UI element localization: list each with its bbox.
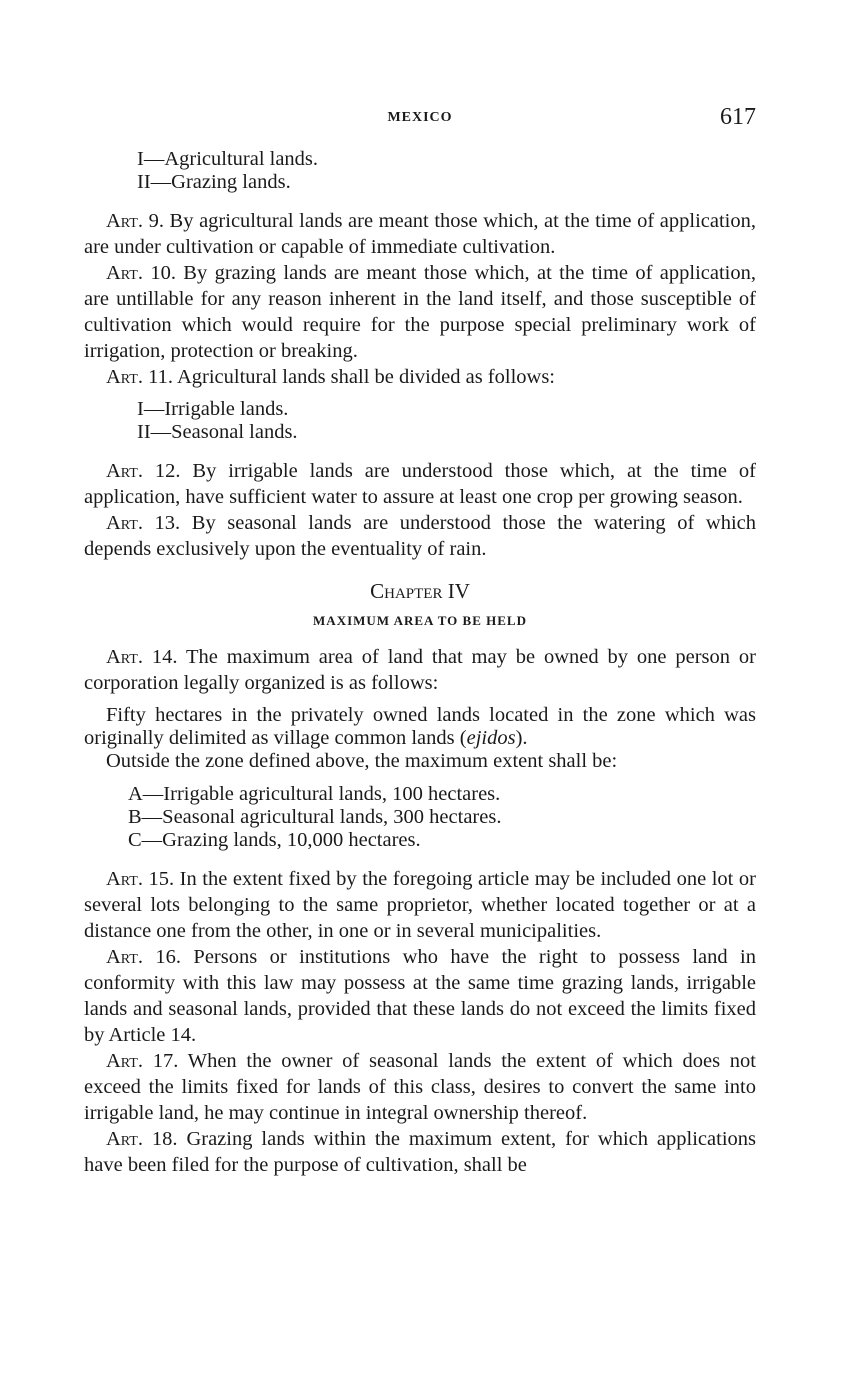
page-body	[84, 148, 756, 1178]
article-18	[84, 1126, 756, 1178]
list-item: II—Seasonal lands.	[137, 421, 298, 443]
article-label: Art. 18.	[106, 1128, 178, 1150]
article-text: By seasonal lands are understood those the watering of which depends exclusively upon the eventuality of rain.	[84, 512, 756, 560]
list-item: A—Irrigable agricultural lands, 100 hectares.	[128, 783, 501, 805]
article-label: Art. 9.	[106, 210, 164, 232]
article-14	[84, 644, 756, 696]
page-number: 617	[720, 104, 756, 130]
article-label: Art. 11.	[106, 366, 173, 388]
article-text: Agricultural lands shall be divided as follows:	[172, 366, 556, 388]
article-label: Art. 14.	[106, 646, 178, 668]
ejidos-term: ejidos	[466, 727, 516, 749]
article-text: By grazing lands are meant those which, at the time of application, are untillable for any reason inherent in the land itself, and those susceptible of cultivation which would require for the purpose special preliminary work of irrigation, protection or breaking.	[84, 262, 756, 362]
article-label: Art. 12.	[106, 460, 181, 482]
article-16	[84, 944, 756, 1048]
list-item: B—Seasonal agricultural lands, 300 hectares.	[128, 806, 502, 828]
fifty-hectares-paragraph	[84, 704, 756, 750]
article-label: Art. 16.	[106, 946, 182, 968]
article-12	[84, 458, 756, 510]
article-label: Art. 13.	[106, 512, 181, 534]
article-9	[84, 208, 756, 260]
list-item: I—Agricultural lands.	[137, 148, 319, 170]
maximum-extent-list	[84, 783, 756, 852]
article-11	[84, 364, 756, 390]
article-17	[84, 1048, 756, 1126]
list-item: II—Grazing lands.	[137, 171, 291, 193]
article-13	[84, 510, 756, 562]
article-10	[84, 260, 756, 364]
fifty-text-before: Fifty hectares in the privately owned lands located in the zone which was originally delimited as village common lands (	[84, 704, 756, 749]
article-text: By agricultural lands are meant those which, at the time of application, are under cultivation or capable of immediate cultivation.	[84, 210, 756, 258]
article-text: The maximum area of land that may be owned by one person or corporation legally organized is as follows:	[84, 646, 756, 694]
article-label: Art. 10.	[106, 262, 176, 284]
list-item: C—Grazing lands, 10,000 hectares.	[128, 829, 421, 851]
land-classes-list	[84, 148, 756, 194]
chapter-subtitle: MAXIMUM AREA TO BE HELD	[313, 613, 527, 628]
list-item: I—Irrigable lands.	[137, 398, 289, 420]
fifty-text-after: ).	[515, 727, 528, 749]
article-text: When the owner of seasonal lands the extent of which does not exceed the limits fixed for lands of this class, desires to convert the same into irrigable land, he may continue in integral ownership thereof.	[84, 1050, 757, 1124]
running-head: MEXICO	[387, 110, 453, 125]
chapter-title: Chapter IV	[370, 579, 470, 603]
article-text: Persons or institutions who have the right to possess land in conformity with this law may possess at the same time grazing lands, irrigable lands and seasonal lands, provided that these lands do not exceed the limits fixed by Article 14.	[84, 946, 756, 1046]
outside-zone-paragraph: Outside the zone defined above, the maximum extent shall be:	[106, 750, 618, 772]
article-text: By irrigable lands are understood those which, at the time of application, have sufficient water to assure at least one crop per growing season.	[84, 460, 757, 508]
article-label: Art. 15.	[106, 868, 175, 890]
article-label: Art. 17.	[106, 1050, 179, 1072]
article-15	[84, 866, 756, 944]
agricultural-classes-list	[84, 398, 756, 444]
article-text: In the extent fixed by the foregoing article may be included one lot or several lots belonging to the same proprietor, whether located together or at a distance one from the other, in one or in several municipalities.	[84, 868, 756, 942]
page-header	[84, 104, 756, 134]
article-text: Grazing lands within the maximum extent, for which applications have been filed for the purpose of cultivation, shall be	[84, 1128, 756, 1176]
